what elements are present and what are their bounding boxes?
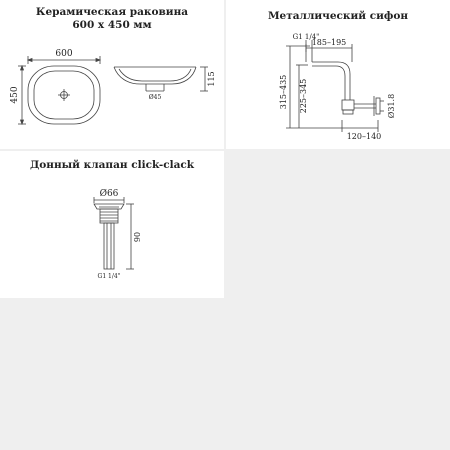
siphon-panel [226, 0, 450, 149]
sink-title-line2: 600 x 450 мм [72, 19, 152, 31]
siphon-title: Металлический сифон [267, 10, 409, 22]
siphon-top-span-label: 185–195 [311, 38, 347, 47]
sink-title-line1: Керамическая раковина [35, 6, 189, 18]
siphon-depth-label: 120–140 [346, 132, 382, 141]
sink-drawing [0, 0, 224, 149]
siphon-inner-height-label: 225–345 [299, 78, 308, 114]
siphon-drawing [226, 0, 450, 149]
valve-thread-label: G1 1/4" [97, 273, 121, 280]
sink-hole-label: Ø45 [148, 94, 162, 101]
sink-panel [0, 0, 224, 149]
sink-depth-label: 450 [10, 86, 20, 104]
valve-drawing [0, 151, 224, 298]
siphon-pipe-diameter-label: Ø31.8 [387, 93, 396, 119]
sink-width-label: 600 [55, 49, 73, 59]
sink-height-label: 115 [207, 71, 216, 87]
valve-panel [0, 151, 224, 298]
siphon-thread-label: G1 1/4" [292, 33, 320, 41]
valve-diameter-label: Ø66 [99, 189, 119, 199]
valve-title: Донный клапан click-clack [29, 159, 195, 171]
valve-height-label: 90 [133, 231, 142, 243]
siphon-total-height-label: 315–435 [279, 74, 288, 110]
